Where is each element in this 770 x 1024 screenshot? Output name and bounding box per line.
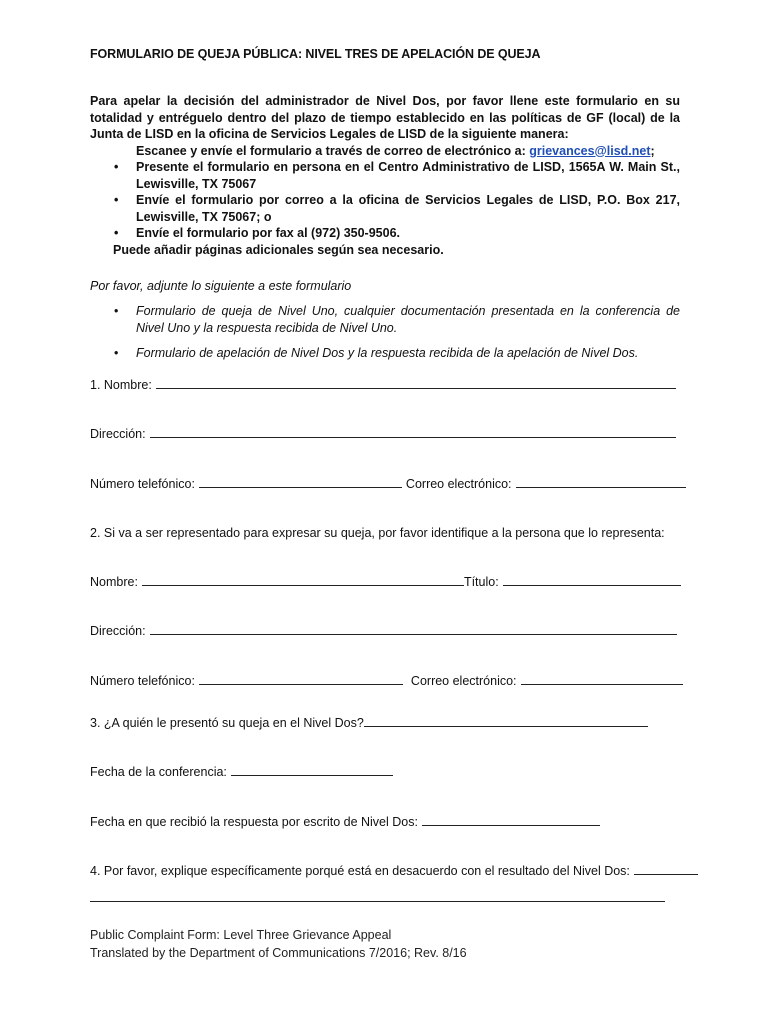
- level-two-recipient-field[interactable]: [364, 725, 648, 727]
- rep-name-label: Nombre:: [90, 575, 138, 589]
- conference-date-row: [90, 765, 393, 779]
- email-field[interactable]: [516, 486, 686, 488]
- conference-date-label: Fecha de la conferencia:: [90, 765, 227, 779]
- address-label: Dirección:: [90, 427, 146, 441]
- phone-label: Número telefónico:: [90, 477, 195, 491]
- rep-name-title-row: [90, 575, 681, 589]
- address-row: [90, 427, 676, 441]
- rep-name-field[interactable]: [142, 584, 464, 586]
- list-item: • Formulario de apelación de Nivel Dos y la respuesta recibida de la apelación de Nivel Dos.: [114, 346, 639, 360]
- response-date-label: Fecha en que recibió la respuesta por escrito de Nivel Dos:: [90, 815, 418, 829]
- rep-email-field[interactable]: [521, 683, 683, 685]
- phone-field[interactable]: [199, 486, 402, 488]
- instructions-paragraph: Para apelar la decisión del administrador de Nivel Dos, por favor llene este formulario en su totalidad y entréguelo dentro del plazo de tiempo establecido en las políticas de GF (local) de la Junta de LISD en la oficina de Servicios Legales de LISD de la siguiente manera:: [90, 94, 680, 141]
- representative-question: 2. Si va a ser representado para expresar su queja, por favor identifique a la persona que lo representa:: [90, 526, 665, 540]
- level-two-recipient-row: [90, 716, 648, 730]
- bullet-icon: •: [114, 193, 119, 207]
- list-item: • Envíe el formulario por fax al (972) 350-9506.: [114, 226, 401, 240]
- list-item: • Envíe el formulario por correo a la oficina de Servicios Legales de LISD, P.O. Box 217, Lewisville, TX 75067; o: [114, 193, 680, 224]
- bullet-icon: •: [114, 160, 119, 174]
- rep-address-field[interactable]: [150, 633, 677, 635]
- rep-phone-field[interactable]: [199, 683, 403, 685]
- email-label: Correo electrónico:: [405, 477, 512, 491]
- bullet-icon: •: [114, 346, 119, 360]
- rep-email-label: Correo electrónico:: [410, 674, 517, 688]
- disagreement-field-continued[interactable]: [90, 900, 665, 902]
- bullet-icon: •: [114, 304, 119, 318]
- response-date-field[interactable]: [422, 824, 600, 826]
- rep-title-label: Título:: [463, 575, 499, 589]
- grievances-email-link[interactable]: grievances@lisd.net: [529, 143, 651, 158]
- level-two-recipient-label: 3. ¿A quién le presentó su queja en el Nivel Dos?: [90, 716, 364, 730]
- rep-address-row: [90, 624, 677, 638]
- disagreement-row: [90, 864, 698, 878]
- scan-instruction: Escanee y envíe el formulario a través de correo de electrónico a: grievances@lisd.net;: [136, 143, 655, 158]
- page-footer: [90, 926, 467, 962]
- list-item: • Presente el formulario en persona en el Centro Administrativo de LISD, 1565A W. Main St., Lewisville, TX 75067: [114, 160, 680, 191]
- attachments-heading: Por favor, adjunte lo siguiente a este formulario: [90, 279, 352, 293]
- phone-email-row: [90, 477, 686, 491]
- disagreement-field[interactable]: [634, 873, 698, 875]
- attachments-list: [90, 303, 680, 371]
- rep-phone-email-row: [90, 674, 683, 688]
- disagreement-label: 4. Por favor, explique específicamente porqué está en desacuerdo con el resultado del Nivel Dos:: [90, 864, 630, 878]
- conference-date-field[interactable]: [231, 774, 393, 776]
- list-item: • Formulario de queja de Nivel Uno, cualquier documentación presentada en la conferencia de Nivel Uno y la respuesta recibida de Nivel Uno.: [114, 304, 680, 335]
- rep-phone-label: Número telefónico:: [90, 674, 195, 688]
- rep-title-field[interactable]: [503, 584, 681, 586]
- response-date-row: [90, 815, 600, 829]
- address-field[interactable]: [150, 436, 676, 438]
- rep-address-label: Dirección:: [90, 624, 146, 638]
- footer-line-1: Public Complaint Form: Level Three Grievance Appeal: [90, 928, 392, 942]
- bullet-icon: •: [114, 226, 119, 240]
- name-label: 1. Nombre:: [90, 378, 152, 392]
- page-title: FORMULARIO DE QUEJA PÚBLICA: NIVEL TRES DE APELACIÓN DE QUEJA: [90, 47, 541, 61]
- footer-line-2: Translated by the Department of Communications 7/2016; Rev. 8/16: [90, 946, 467, 960]
- submission-methods: [90, 159, 680, 242]
- extra-pages-note: Puede añadir páginas adicionales según sea necesario.: [113, 242, 444, 257]
- name-field[interactable]: [156, 387, 676, 389]
- name-row: [90, 378, 676, 392]
- instructions: [90, 93, 680, 258]
